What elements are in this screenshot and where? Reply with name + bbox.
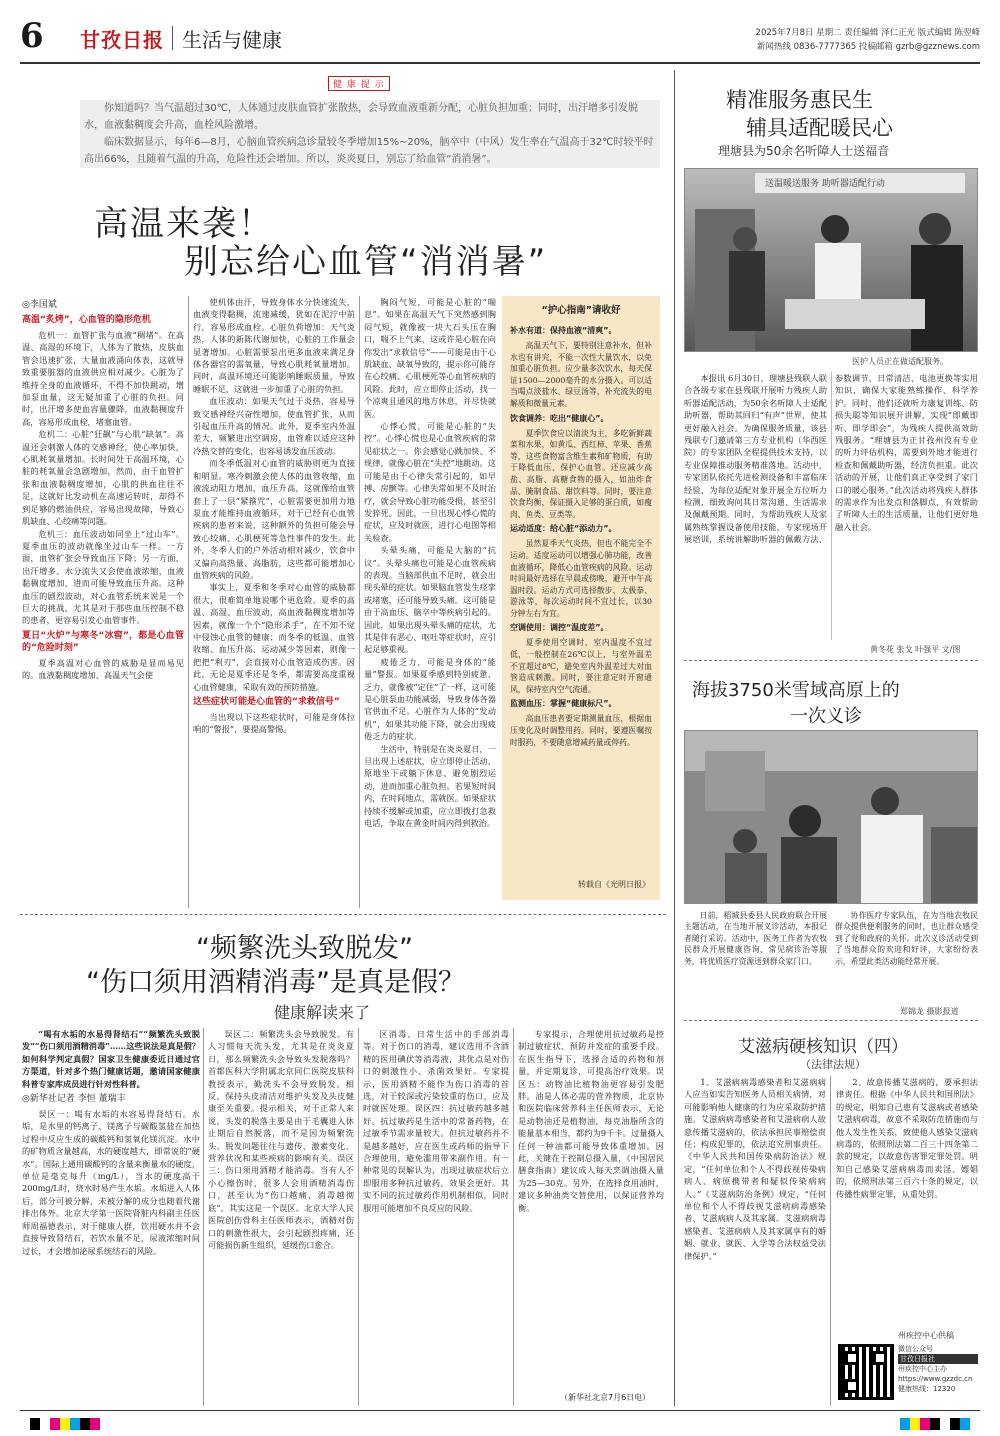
lead-paragraph: “喝有水垢的水易得肾结石”“频繁洗头致脱发”“伤口须用酒精消毒”……这些说法是真是假？如何科学判定真假？国家卫生健康委近日通过官方渠道，针对多个热门健康话题，邀请国家健康科普专家库成员进行针对性科普。 (22, 1029, 200, 1089)
sidebar-paragraph: 高温天气下，要特别注意补水，但补水也有讲究，不能一次性大量饮水，以免加重心脏负担。应少量多次饮水，每天保证1500—2000毫升的水分摄入。可以适当喝点淡盐水、绿豆汤等，补充流失的电解质和微量元素。 (510, 341, 652, 408)
intro-box (80, 100, 660, 186)
masthead-rule (20, 62, 980, 64)
page-column-divider (674, 70, 675, 1406)
right-divider (684, 660, 978, 661)
sidebar-heading-bp: 监测血压：掌握“健康标尺”。 (510, 699, 617, 709)
right-top-title-1: 精准服务惠民生 (726, 88, 873, 112)
qr-pattern (845, 1379, 859, 1393)
body-text: 危机一：血管扩张与血液“稠堵”。在高温、高湿的环境下，人体为了散热，皮肤血管会迅速扩张，大量血液涌向体表，这就导致重要脏器的血液供应相对减少。心脏为了维持全身的血液循环，不得不加快跳动，增加泵血量，这无疑加重了心脏的负担。同时，出汗增多使血容量骤降，血液黏稠度升高，容易形成血栓，堵塞血管。 (22, 330, 184, 427)
body-text: 区消毒、日常生活中的手部消毒等。对于伤口的消毒，建议选用不含酒精的医用碘伏等消毒液，其优点是对伤口的刺激性小、杀菌效果好。专家提示，医用酒精不能作为伤口消毒的首选，对于较深或污染较重的伤口，应及时就医处理。误区四：抗过敏药越多越好。抗过敏药是生活中的常备药物，在过敏季节需求量较大。但抗过敏药并不是越多越好，应在医生或药师的指导下合理使用，避免滥用带来副作用。有一种常见的误解认为，出现过敏症状后立即服用多种抗过敏药，效果会更好。其实不同的抗过敏药作用机制相似，同时服用可能增加不良反应的风险。 (363, 1029, 509, 1213)
myth-footer: （新华社北京7月6日电） (560, 1393, 651, 1402)
body-text: 夏季高温对心血管的威胁是显而易见的。血液黏稠度增加、高温天气会使 (22, 657, 184, 681)
photo-banner: 送温暖送服务 助听器适配行动 (765, 179, 885, 189)
body-text: 误区一：喝有水垢的水容易得肾结石。水垢，是水里的钙离子、镁离子与碳酸氢盐在加热过程中反应生成的碳酸钙和氢氧化镁沉淀。水中的矿物质含量越高，水的硬度越大，即常说的“硬水”。国际上通用碳酸钙的含量来衡量水的硬度，单位是毫克每升（mg/L），当水的硬度高于200mg/L时，烧水时易产生水垢。水垢进入人体后，部分可被分解，未被分解的成分也随着代谢排出体外。北京大学第一医院肾脏内科副主任医师周福德表示，对于健康人群，饮用硬水并不会直接导致肾结石，若饮水量不足，尿液浓缩时间过长，才会增加泌尿系统结石的风险。 (22, 1109, 200, 1256)
clinic-photo (684, 730, 978, 904)
aids-column-1 (684, 1076, 826, 1406)
column-divider (358, 1028, 359, 1406)
masthead-divider (172, 26, 173, 50)
right-top-body (684, 372, 978, 640)
aids-source: 州疾控中心供稿 (898, 1331, 954, 1340)
right-mid-title-2: 一次义诊 (790, 706, 862, 727)
right-mid-caption (684, 910, 978, 1004)
photo-caption: 医护人员正在做适配服务。 (852, 357, 948, 366)
hearing-aid-photo (684, 168, 978, 352)
body-text: 胸闷气短，可能是心脏的“喘息”。如果在高温天气下突然感到胸闷气短，就像被一块大石头压在胸口，喘不上气来，这或许是心脏在向你发出“求救信号”——可能是由于心肌缺血、缺氧导致的，提示你可能存在心绞痛、心肌梗死等心血管疾病的风险。此时，应立即停止活动，找一个凉爽且通风的地方休息，并尽快就医。 (364, 297, 496, 419)
qr-caption: https://www.gzzdc.cn (898, 1375, 973, 1383)
qr-info (898, 1344, 978, 1394)
myth-column-1 (22, 1028, 200, 1408)
date-line: 2025年7月8日 星期二 责任编辑 泽仁正光 版式编辑 陈翌峰 (755, 28, 980, 38)
body-text: 生活中，特别是在炎炎夏日，一旦出现上述症状，应立即停止活动，原地坐下或躺下休息，避免剧烈运动，进而加重心脏负担。若果短时间内，在时间地点，需就医。如果症状持续不缓解或加重，应立即拨打急救电话，争取在黄金时间内得到救治。 (364, 743, 496, 829)
right-top-subtitle: 理塘县为50余名听障人士送福音 (718, 144, 890, 158)
main-title-line-1: 高温来袭！ (94, 204, 274, 244)
caption-text: 日前，稻城县委县人民政府联合开展主题活动，在当地开展义诊活动，本报记者随行采访。活动中，医务工作者为农牧民群众开展健康咨询、常见病诊治等服务，将优质医疗资源送到群众家门口。 (684, 911, 827, 966)
right-divider (684, 1020, 978, 1021)
qr-caption: 健康热线：12320 (898, 1385, 956, 1393)
right-mid-title-1: 海拔3750米雪域高原上的 (692, 680, 900, 701)
sidebar-paragraph: 虽然夏季天气炎热，但也不能完全不运动。适度运动可以增强心肺功能，改善血液循环，降低心血管疾病的风险。运动时间最好选择在早晨或傍晚，避开中午高温时段。运动方式可选择散步、太极拳、游泳等，每次运动时间不宜过长，以30分钟左右为宜。 (510, 539, 652, 618)
qr-pattern (845, 1351, 859, 1365)
sidebar-heading-ac: 空调使用：调控“温度差”。 (510, 623, 609, 633)
myth-column-3 (363, 1028, 509, 1408)
aids-subtitle: （法律法规） (800, 1058, 866, 1071)
column-divider (188, 296, 189, 908)
body-text: 心悸心慌，可能是心脏的“失控”。心悸心慌也是心血管疾病的常见症状之一。你会感觉心跳加快、不规律，就像心脏在“失控”地跳动。这可能是由于心律失常引起的，如早搏、房颤等。心律失常如果不及时治疗，就会导致心脏功能受损，甚至引发猝死。因此，一旦出现心悸心慌的症状，应及时就医，进行心电图等相关检查。 (364, 421, 496, 543)
body-text: 误区二：频繁洗头会导致脱发。有人习惯每天洗头发，尤其是在炎炎夏日，那么频繁洗头会导致头发脱落吗？首都医科大学附属北京同仁医院皮肤科教授表示，勤洗头不会导致脱发。相反，保持头皮清洁对维护头发及头皮健康至关重要。提示相关，对于正常人来说，头发的脱落主要是由于毛囊进入休止期后自然脱落，而不是因为频繁洗头。脱发问题往往与遗传、激素变化、营养状况和某些疾病的影响有关。误区三：伤口须用酒精才能消毒。当有人不小心擦伤时，很多人会用酒精消毒伤口，甚至认为“伤口越痛，消毒越彻底”。其实这是一个误区。北京大学人民医院创伤骨科主任医师表示，酒精对伤口的刺激性很大，会引起剧烈疼痛，还可能损伤新生组织，延缓伤口愈合。 (208, 1029, 354, 1250)
right-top-title-2: 辅具适配暖民心 (746, 116, 893, 140)
paper-name: 甘孜日报 (80, 28, 164, 52)
sidebar-source: 转载自《光明日报》 (578, 880, 650, 889)
intro-paragraph-1: 你知道吗？当气温超过30℃，人体通过皮肤血管扩张散热，会导致血液重新分配，心脏负担加重；同时，出汗增多引发脱水，血液黏稠度会升高，血栓风险激增。 (80, 100, 660, 134)
body-text: 危机三：血压波动如同坐上“过山车”。夏季血压的波动就像坐过山车一样。一方面，血管扩张会导致血压下降；另一方面，出汗增多、水分流失又会使血液浓缩，血液黏稠度增加，进而可能导致血压升高。这种血压的剧烈波动，对心血管系统来说是一个巨大的挑战，尤其是对于那些血压控制不稳的患者，更容易引发心血管事件。 (22, 528, 184, 626)
qr-caption: 州疾控中心主办 (898, 1365, 947, 1373)
myth-byline: ◎新华社记者 李恒 董瑞丰 (22, 1094, 126, 1105)
myth-title-line-2: “伤口须用酒精消毒”是真是假？ (86, 967, 465, 998)
caption-text: 协作医疗专家队伍，在为当地农牧民群众提供便利服务的同时，也让群众感受到了党和政府的关怀。此次义诊活动受到了当地群众的欢迎和好评，大家纷纷表示，希望此类活动能经常开展。 (835, 911, 978, 966)
main-column-2 (193, 296, 355, 908)
color-registration-strip-right (900, 1418, 970, 1430)
page-number: 6 (20, 16, 44, 56)
aids-column-2 (836, 1076, 978, 1328)
column-divider (203, 1028, 204, 1406)
clinic-photo-image (685, 731, 978, 904)
body-text: 头晕头痛，可能是大脑的“抗议”。头晕头痛也可能是心血管疾病的表现。当脑部供血不足时，就会出现头晕的症状。如果脑血管发生痉挛或堵塞，还可能导致头痛。这可能是由于高血压、脑卒中等疾病引起的。因此，如果出现头晕头痛的症状，尤其是伴有恶心、呕吐等症状时，应引起足够重视。 (364, 545, 496, 655)
sidebar-heading-water: 补水有道：保持血液“清爽”。 (510, 326, 617, 335)
sidebar-heading-diet: 饮食调养：吃出“健康心”。 (510, 413, 609, 423)
body-text: 专家提示，合理使用抗过敏药是控制过敏症状、预防并发症的重要手段。在医生指导下，选择合适的药物和剂量，并定期复诊，可提高治疗效果。误区五：动物油比植物油更容易引发肥胖。油是人体必需的营养物质，北京协和医院临床营养科主任医师表示，无论是动物油还是植物油，每克油脂所含的能量基本相当，都约为9千卡。过量摄入任何一种油都可能导致体重增加。因此，关键在于控制总摄入量，《中国居民膳食指南》建议成人每天烹调油摄入量为25—30克。另外，在选择食用油时，建议多种油类交替使用，以保证营养均衡。 (518, 1029, 664, 1213)
subhead-hidden-crisis: 高温“炙烤”，心血管的隐形危机 (22, 315, 151, 325)
column-divider (359, 296, 360, 908)
bottom-rule (20, 1410, 980, 1411)
myth-column-2 (208, 1028, 354, 1408)
qr-caption: 甘孜日报社 (898, 1354, 978, 1364)
right-mid-author: 郑锦龙 摄影报道 (900, 1007, 959, 1016)
qr-code (838, 1344, 894, 1400)
column-divider (830, 1076, 831, 1406)
column-divider (513, 1028, 514, 1406)
body-text: 1、艾滋病病毒感染者和艾滋病病人应当如实告知医务人员相关病情，对可能影响他人健康的行为应采取防护措施。艾滋病病毒感染者和艾滋病病人故意传播艾滋病的，依法承担民事赔偿责任；构成犯罪的，依法追究刑事责任。《中华人民共和国传染病防治法》规定，“任何单位和个人不得歧视传染病病人、病原携带者和疑似传染病病人。”《艾滋病防治条例》规定，“任何单位和个人不得歧视艾滋病病毒感染者、艾滋病病人及其家属。艾滋病病毒感染者、艾滋病病人及其家属享有的婚姻、就业、就医、入学等合法权益受法律保护。” (684, 1077, 826, 1261)
body-text: 本报讯 6月30日，理塘县残联人联合各级专家在县残联开展听力残疾人助听器适配活动，为50余名听障人士适配助听器，帮助其回归“有声”世界，使其更好融入社会。为确保服务质量，该县残联专门邀请第三方专业机构（华西医院）的专家团队全程提供技术支持，以专业保障推动服务精准落地。活动中，专家团队依托先进检测设备和丰富临床经验，为每位适配对象开展全方位听力检测，细致询问其日常沟通、生活需求及佩戴预期。同时，为帮助残疾人及家属熟练掌握设备使用技能，专家现场开展培训，系统讲解助听器的佩戴方法、参数调节、日常清洁、电池更换等实用知识，确保大家能熟练操作、科学养护。同时，他们还就听力康复训练、防损失聪等知识展开讲解，实现“即戴即听、即学即会”，为残疾人提供高效助残服务。“理塘县为正甘孜州没有专业的听力评估机构，需要到外地才能进行检查和佩戴助听器，经济负担重。此次活动的开展，让他们真正享受到了家门口的暖心服务。”此次活动将残疾人群体的需求作为出发点和落脚点，有效帮助了听障人士的生活质量，让他们更好地融入社会。 (684, 373, 978, 545)
main-column-3 (364, 296, 496, 908)
care-guide-sidebar (502, 296, 660, 900)
sidebar-paragraph: 高血压患者要定期测量血压，根据血压变化及时调整用药。同时，要遵医嘱按时服药，不要随意增减药量或停药。 (510, 714, 652, 747)
sidebar-text (510, 322, 652, 882)
section-divider (20, 914, 666, 915)
qr-pattern (873, 1351, 887, 1365)
byline: ◎李国斌 (22, 300, 57, 310)
subhead-danger-moments: 夏日“火炉”与寒冬“冰窖”，都是心血管的“危险时刻” (22, 630, 184, 653)
body-text: 当出现以下这些症状时，可能是身体拉响的“警报”，要提高警惕。 (193, 712, 355, 735)
color-registration-strip-left (30, 1418, 100, 1430)
qr-caption: 微信公众号 (898, 1345, 933, 1353)
body-text: 疲倦乏力，可能是身体的“能量”警报。如果夏季感到特别疲惫、乏力，就像被“定住”了一样，这可能是心脏泵血功能减弱，导致身体各器官供血不足。心脏作为人体的“发动机”，如果其功能下降，就会出现疲倦乏力的症状。 (364, 656, 496, 742)
body-text: 使机体由汗，导致身体水分快速流失，血液变得黏稠，流速减缓，犹如在泥泞中前行，容易形成血栓。心脏负荷增加：天气炎热，人体的新陈代谢加快，心脏的工作量会显著增加。心脏需要泵出更多血液来满足身体各器官的需氧量，导致心肌耗氧量增加。同时，高温环境还可能影响睡眠质量，导致睡眠不足，这就进一步加重了心脏的负担。 (193, 297, 355, 394)
sidebar-heading-exercise: 运动适度：给心脏“添动力”。 (510, 524, 617, 534)
hearing-aid-photo-image (685, 169, 978, 352)
intro-paragraph-2: 临床数据显示，每年6—8月，心脑血管疾病急诊量较冬季增加15%~20%，脑卒中（中风）发生率在气温高于32℃时较平时高出66%，且随着气温的升高，危险性还会增加。所以，炎炎夏日，别忘了给血管“消消暑”。 (80, 134, 660, 168)
body-text: 事实上，夏季和冬季对心血管的威胁都很大，很难简单地说哪个更危险。夏季的高温、高湿、血压波动，高血液黏稠度增加等因素，就像一个个“隐形杀手”，在不知不觉中侵蚀心血管的健康；而冬季的低温、血管收缩、血压升高、运动减少等因素，则像一把把“利刃”，会直接对心血管造成伤害。因此，无论是夏季还是冬季，都需要高度重视心血管健康，采取有效的预防措施。 (193, 582, 355, 692)
health-tip-tag: 健 康 提 示 (328, 76, 390, 91)
body-text: 危机二：心脏“狂飙”与心肌“缺氧”。高温还会刺激人体的交感神经，使心率加快，心肌耗氧量增加。长时间处于高温环境，心脏的耗氧量会急剧增加，然而，由于血管扩张和血液黏稠度增加，心肌的供血往往不足，这就好比发动机在高速运转时，却得不到足够的燃油供应，容易出现故障，导致心肌缺血、心绞痛等问题。 (22, 429, 184, 527)
myth-subtitle: 健康解读来了 (274, 1003, 371, 1022)
main-title-line-2: 别忘给心血管“消消暑” (184, 242, 548, 282)
section-title: 生活与健康 (182, 28, 282, 52)
masthead (20, 10, 980, 70)
sidebar-paragraph: 夏季饮食应以清淡为主，多吃新鲜蔬菜和水果，如黄瓜、西红柿、苹果、香蕉等，这些食物富含维生素和矿物质，有助于降低血压、保护心血管。还应减少高盐、高脂、高糖食物的摄入，如油炸食品、腌制食品、甜饮料等。同时，要注意饮食均衡，保证摄入足够的蛋白质，如瘦肉、鱼类、豆类等。 (510, 428, 652, 519)
subhead-warning-signals: 这些症状可能是心血管的“求救信号” (193, 697, 340, 707)
sidebar-paragraph: 夏季使用空调时，室内温度不宜过低，一般控制在26℃以上，与室外温差不宜超过8℃，避免室内外温差过大对血管造成刺激。同时，要注意定时开窗通风，保持室内空气流通。 (510, 638, 652, 694)
main-column-1 (22, 296, 184, 908)
body-text: 2、故意传播艾滋病的，要承担法律责任。根据《中华人民共和国刑法》的规定，明知自己患有艾滋病或者感染艾滋病病毒，故意不采取防范措施而与他人发生性关系，致使他人感染艾滋病病毒的，依照刑法第二百三十四条第二款的规定，以故意伤害罪定罪处罚。明知自己感染艾滋病病毒而卖淫、嫖娼的，依照刑法第三百六十条的规定，以传播性病罪定罪，从重处罚。 (836, 1077, 978, 1199)
myth-title-line-1: “频繁洗头致脱发” (196, 933, 413, 964)
myth-column-4 (518, 1028, 664, 1388)
hotline-line: 新闻热线 0836-7777365 投稿邮箱 gzrb@gzznews.com (756, 42, 980, 52)
body-text: 而冬季低温对心血管的威胁则更为直接和明显。寒冷刺激会使人体的血管收缩，血液流动阻力增加，血压升高，这就像给血管套上了一层“紧箍咒”，心脏需要更加用力地泵血才能维持血液循环，对于已经有心血管疾病的患者来说，这种额外的负担可能会导致心绞痛、心肌梗死等急性事件的发生。此外，冬季人们的户外活动相对减少，饮食中又偏向高热量、高脂肪，这些都可能增加心血管疾病的风险。 (193, 458, 355, 580)
right-top-author: 黄冬花 张戈 叶强平 文/图 (870, 645, 961, 654)
sidebar-title: “护心指南”请收好 (541, 305, 621, 316)
body-text: 血压波动：如果天气过于炎热，容易导致交感神经兴奋性增加，使血管扩张，从而引起血压升高的情况。此外，夏季室内外温差大，频繁进出空调房，血管难以适应这种冷热交替的变化，也容易诱发血压波动。 (193, 396, 355, 456)
aids-title: 艾滋病硬核知识（四） (738, 1037, 908, 1057)
